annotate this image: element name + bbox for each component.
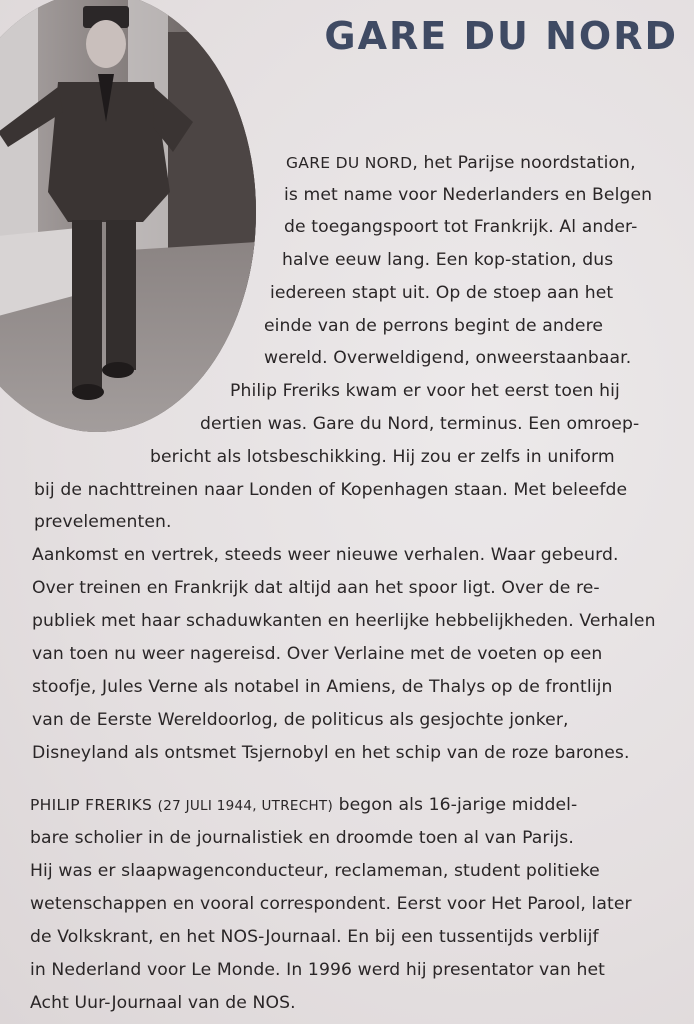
- paragraph-1-line: prevelementen.: [34, 512, 172, 532]
- paragraph-1-line: van de Eerste Wereldoorlog, de politicus als gesjochte jonker,: [32, 710, 569, 730]
- paragraph-2-line: Hij was er slaapwagenconducteur, reclameman, student politieke: [30, 861, 600, 881]
- paragraph-2-line: bare scholier in de journalistiek en droomde toen al van Parijs.: [30, 828, 574, 848]
- paragraph-1-line: de toegangspoort tot Frankrijk. Al ander-: [284, 217, 638, 237]
- paragraph-1-line: wereld. Overweldigend, onweerstaanbaar.: [264, 348, 632, 368]
- author-birth: (27 JULI 1944, UTRECHT): [157, 798, 334, 814]
- paragraph-1-line: dertien was. Gare du Nord, terminus. Een omroep-: [200, 414, 640, 434]
- paragraph-2-line: Acht Uur-Journaal van de NOS.: [30, 993, 296, 1013]
- paragraph-1-line: Aankomst en vertrek, steeds weer nieuwe verhalen. Waar gebeurd.: [32, 545, 619, 565]
- paragraph-1-line: is met name voor Nederlanders en Belgen: [284, 185, 653, 205]
- paragraph-2-line: in Nederland voor Le Monde. In 1996 werd hij presentator van het: [30, 960, 606, 980]
- paragraph-2-line: de Volkskrant, en het NOS-Journaal. En bij een tussentijds verblijf: [30, 927, 599, 947]
- paragraph-1-line: einde van de perrons begint de andere: [264, 316, 604, 336]
- paragraph-2-line: wetenschappen en vooral correspondent. Eerst voor Het Parool, later: [30, 894, 632, 914]
- paragraph-1-line: stoofje, Jules Verne als notabel in Amiens, de Thalys op de frontlijn: [32, 677, 613, 697]
- paragraph-1-line: bij de nachttreinen naar Londen of Kopenhagen staan. Met beleefde: [34, 480, 628, 500]
- paragraph-1-line: Philip Freriks kwam er voor het eerst toen hij: [230, 381, 620, 401]
- paragraph-1-line: Over treinen en Frankrijk dat altijd aan het spoor ligt. Over de re-: [32, 578, 600, 598]
- paragraph-1-line-1: GARE DU NORD, het Parijse noordstation,: [286, 153, 636, 173]
- paragraph-1-line: van toen nu weer nagereisd. Over Verlaine met de voeten op een: [32, 644, 603, 664]
- book-title: GARE DU NORD: [324, 14, 678, 58]
- paragraph-1-line: Disneyland als ontsmet Tsjernobyl en het schip van de roze barones.: [32, 743, 630, 763]
- paragraph-1-line: publiek met haar schaduwkanten en heerlijke hebbelijkheden. Verhalen: [32, 611, 656, 631]
- paragraph-1-line: iedereen stapt uit. Op de stoep aan het: [270, 283, 614, 303]
- paragraph-1-line: bericht als lotsbeschikking. Hij zou er zelfs in uniform: [150, 447, 615, 467]
- author-name: PHILIP FRERIKS: [30, 796, 153, 814]
- paragraph-1-line: halve eeuw lang. Een kop-station, dus: [282, 250, 614, 270]
- lead-title: GARE DU NORD: [286, 154, 413, 172]
- paragraph-2-line-1: PHILIP FRERIKS (27 JULI 1944, UTRECHT) begon als 16-jarige middel-: [30, 795, 578, 815]
